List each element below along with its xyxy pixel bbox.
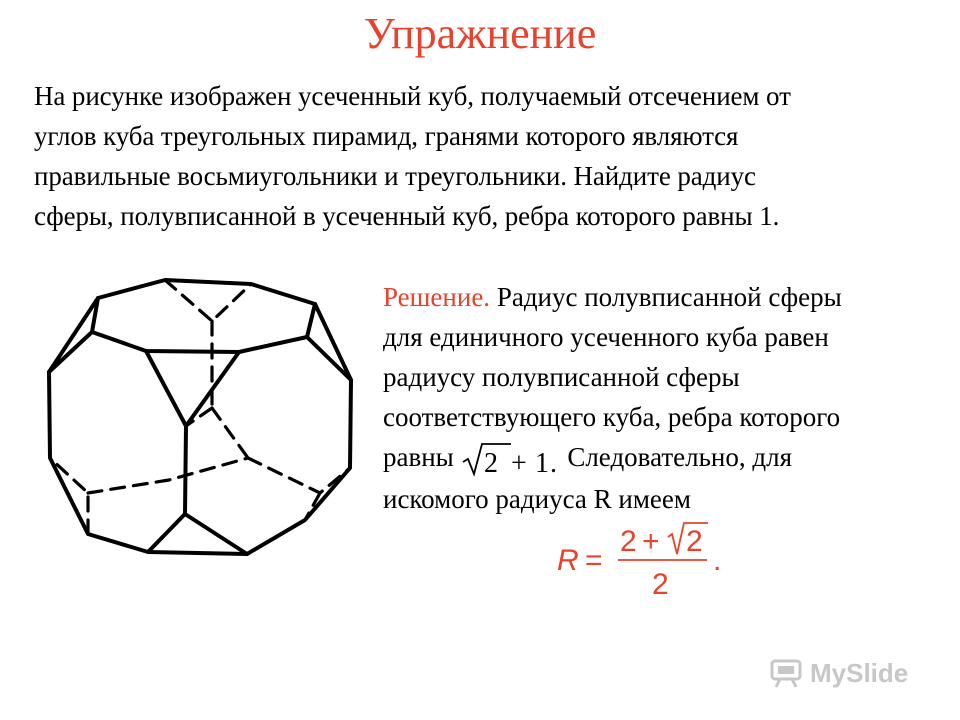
formula-equals: =: [585, 544, 603, 577]
formula-num-a: 2: [620, 525, 637, 558]
solution-text: Радиус полувписанной сферы: [496, 282, 842, 312]
inline-radicand: 2: [483, 447, 498, 479]
page-title: Упражнение: [363, 9, 597, 58]
solution-text: Следовательно, для: [567, 442, 793, 472]
front-triangle-edge: [146, 351, 239, 426]
inline-plus: +: [510, 447, 527, 479]
formula-num-plus: +: [642, 525, 660, 558]
problem-line: правильные восьмиугольники и треугольники. Найдите радиус: [34, 161, 756, 191]
hidden-edge: [165, 280, 251, 321]
solution-line: искомого радиуса R имеем: [383, 483, 691, 514]
problem-statement: [34, 76, 944, 236]
inline-formula: [461, 441, 561, 479]
hidden-edge: [88, 458, 248, 493]
solution-text: равны: [383, 442, 454, 472]
top-front-edge: [49, 332, 351, 380]
slides-icon: [770, 658, 804, 688]
watermark-logo: [770, 656, 930, 690]
solution-line: радиусу полувписанной сферы: [383, 362, 740, 392]
solution-line: соответствующего куба, ребра которого: [383, 402, 841, 432]
problem-line: углов куба треугольных пирамид, гранями которого являются: [34, 121, 739, 151]
truncated-cube-figure: [36, 268, 366, 568]
solution-label: Решение.: [383, 282, 491, 312]
front-vertical-edge: [185, 426, 186, 514]
solution-line: [383, 437, 943, 479]
solution-line: [383, 277, 943, 317]
formula-dot: .: [713, 544, 722, 577]
formula-lhs: R: [557, 544, 579, 577]
problem-line: На рисунке изображен усеченный куб, получаемый отсечением от: [34, 81, 791, 111]
solution-block: [383, 277, 943, 519]
watermark-text: MySlide: [810, 657, 909, 688]
solution-line: для единичного усеченного куба равен: [383, 322, 829, 352]
inline-dot: .: [549, 447, 557, 479]
result-formula: [555, 515, 730, 603]
hidden-edge: [212, 408, 248, 458]
top-right-edge: [307, 304, 315, 337]
formula-denominator: 2: [652, 568, 669, 601]
bottom-triangle-edge: [148, 514, 247, 554]
problem-line: сферы, полувписанной в усеченный куб, ребра которого равны 1.: [34, 201, 780, 231]
formula-num-radicand: 2: [686, 525, 703, 558]
inline-one: 1: [534, 447, 549, 479]
